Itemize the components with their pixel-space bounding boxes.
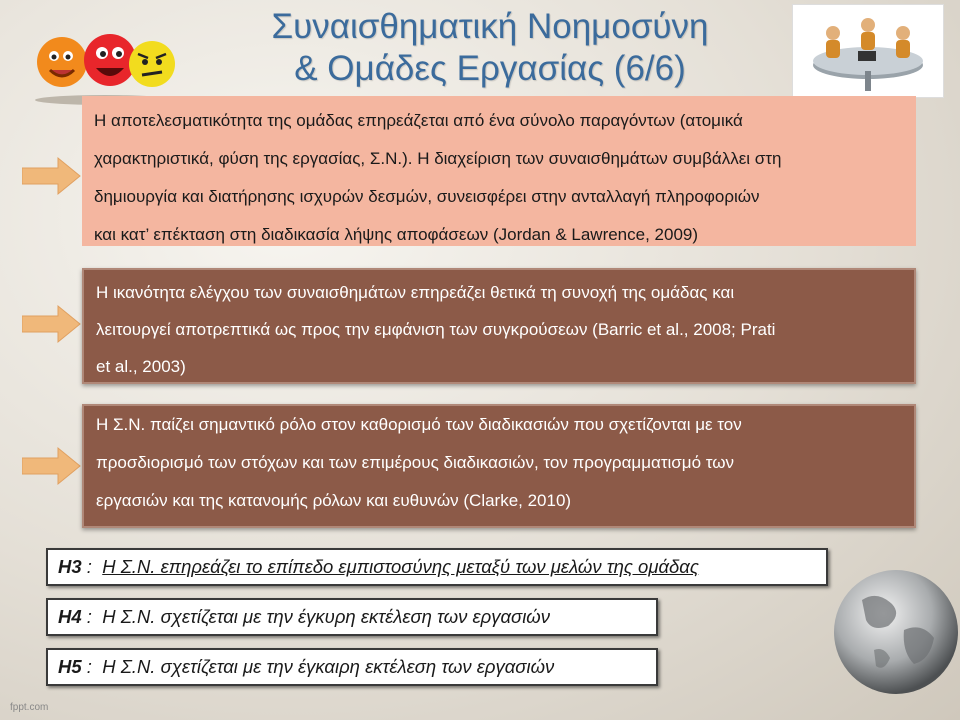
hypothesis-label: H5 (58, 656, 82, 677)
hypothesis-h4 (46, 598, 658, 636)
text-line: Η Σ.Ν. παίζει σημαντικό ρόλο στον καθορισμό των διαδικασιών που σχετίζονται με τον (96, 415, 742, 434)
arrow-right-icon (22, 156, 82, 196)
hypothesis-label: H4 (58, 606, 82, 627)
text-line: εργασιών και της κατανομής ρόλων και ευθυνών (Clarke, 2010) (96, 491, 572, 510)
text-line: et al., 2003) (96, 357, 186, 376)
hypothesis-label: H3 (58, 556, 82, 577)
title-line-1: Συναισθηματική Νοημοσύνη (271, 7, 709, 46)
hypothesis-separator: : (81, 556, 103, 577)
globe-image (822, 560, 960, 700)
text-line: και κατ’ επέκταση στη διαδικασία λήψης αποφάσεων (Jordan & Lawrence, 2009) (94, 225, 699, 244)
slide-title (200, 6, 780, 90)
text-line: δημιουργία και διατήρησης ισχυρών δεσμών, συνεισφέρει στην ανταλλαγή πληροφοριών (94, 187, 760, 206)
hypothesis-h3 (46, 548, 828, 586)
arrow-right-icon (22, 446, 82, 486)
arrow-right-icon (22, 304, 82, 344)
text-line: προσδιορισμό των στόχων και των επιμέρους διαδικασιών, τον προγραμματισμό των (96, 453, 735, 472)
text-line: Η ικανότητα ελέγχου των συναισθημάτων επηρεάζει θετικά τη συνοχή της ομάδας και (96, 283, 735, 302)
text-line: Η αποτελεσματικότητα της ομάδας επηρεάζεται από ένα σύνολο παραγόντων (ατομικά (94, 111, 743, 130)
team-meeting-image (792, 4, 944, 98)
text-line: χαρακτηριστικά, φύση της εργασίας, Σ.Ν.). Η διαχείριση των συναισθημάτων συμβάλλει στη (94, 149, 782, 168)
hypothesis-text: Η Σ.Ν. σχετίζεται με την έγκυρη εκτέλεση των εργασιών (102, 606, 550, 627)
hypothesis-separator: : (81, 656, 103, 677)
text-line: λειτουργεί αποτρεπτικά ως προς την εμφάνιση των συγκρούσεων (Barric et al., 2008; Prati (96, 320, 776, 339)
hypothesis-h5 (46, 648, 658, 686)
text-box-emotion-control (82, 268, 916, 384)
footer-watermark: fppt.com (10, 702, 49, 713)
title-line-2: & Ομάδες Εργασίας (6/6) (294, 49, 686, 88)
text-box-ei-role (82, 404, 916, 528)
text-box-team-effectiveness (82, 96, 916, 246)
hypothesis-separator: : (81, 606, 103, 627)
hypothesis-text: Η Σ.Ν. επηρεάζει το επίπεδο εμπιστοσύνης μεταξύ των μελών της ομάδας (102, 556, 699, 577)
emotion-faces-image (30, 20, 180, 105)
hypothesis-text: Η Σ.Ν. σχετίζεται με την έγκαιρη εκτέλεση των εργασιών (102, 656, 555, 677)
